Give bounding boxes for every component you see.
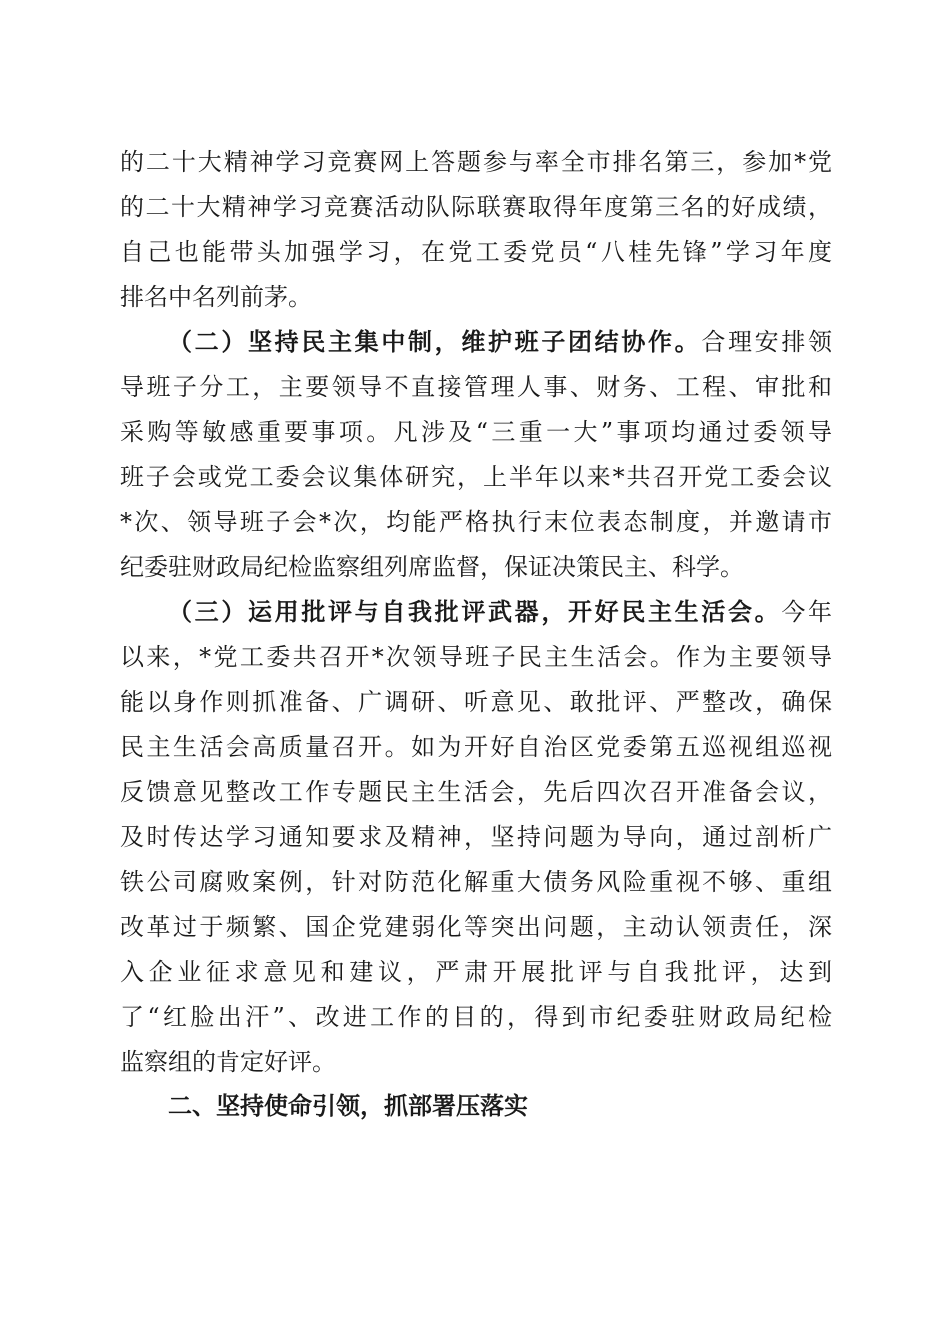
para3-line-1 xyxy=(120,590,832,635)
para3-line-3: 能以身作则抓准备、广调研、听意见、敢批评、严整改，确保 xyxy=(120,688,832,716)
para2-line-2: 导班子分工，主要领导不直接管理人事、财务、工程、审批和 xyxy=(120,373,832,401)
para3-line-2: 以来，*党工委共召开*次领导班子民主生活会。作为主要领导 xyxy=(120,643,832,671)
para2-line-1 xyxy=(120,320,832,365)
para1-line-3: 自己也能带头加强学习，在党工委党员“八桂先锋”学习年度 xyxy=(120,238,832,266)
para3-first-rest: 今年 xyxy=(781,598,833,626)
para3-line-9: 入企业征求意见和建议，严肃开展批评与自我批评，达到 xyxy=(120,958,832,986)
para2-line-6: 纪委驻财政局纪检监察组列席监督，保证决策民主、科学。 xyxy=(120,553,744,581)
document-body xyxy=(120,140,832,1085)
para2-first-rest: 合理安排领 xyxy=(701,328,833,356)
para1-line-1: 的二十大精神学习竞赛网上答题参与率全市排名第三，参加*党 xyxy=(120,148,832,176)
para3-line-11: 监察组的肯定好评。 xyxy=(120,1048,336,1076)
para2-line-3: 采购等敏感重要事项。凡涉及“三重一大”事项均通过委领导 xyxy=(120,418,832,446)
para3-line-7: 铁公司腐败案例，针对防范化解重大债务风险重视不够、重组 xyxy=(120,868,832,896)
para3-heading: （三）运用批评与自我批评武器，开好民主生活会。 xyxy=(168,598,782,626)
para3-line-6: 及时传达学习通知要求及精神，坚持问题为导向，通过剖析广 xyxy=(120,823,832,851)
para2-heading: （二）坚持民主集中制，维护班子团结协作。 xyxy=(168,328,702,356)
para1-line-2: 的二十大精神学习竞赛活动队际联赛取得年度第三名的好成绩， xyxy=(120,193,832,221)
para3-line-4: 民主生活会高质量召开。如为开好自治区党委第五巡视组巡视 xyxy=(120,733,832,761)
para3-line-5: 反馈意见整改工作专题民主生活会，先后四次召开准备会议， xyxy=(120,778,832,806)
para1-line-4: 排名中名列前茅。 xyxy=(120,283,312,311)
para2-line-4: 班子会或党工委会议集体研究，上半年以来*共召开党工委会议 xyxy=(120,463,832,491)
para3-line-10: 了“红脸出汗”、改进工作的目的，得到市纪委驻财政局纪检 xyxy=(120,1003,832,1031)
para2-line-5: *次、领导班子会*次，均能严格执行末位表态制度，并邀请市 xyxy=(120,508,832,536)
section-heading: 二、坚持使命引领，抓部署压落实 xyxy=(168,1092,528,1120)
para3-line-8: 改革过于频繁、国企党建弱化等突出问题，主动认领责任，深 xyxy=(120,913,832,941)
